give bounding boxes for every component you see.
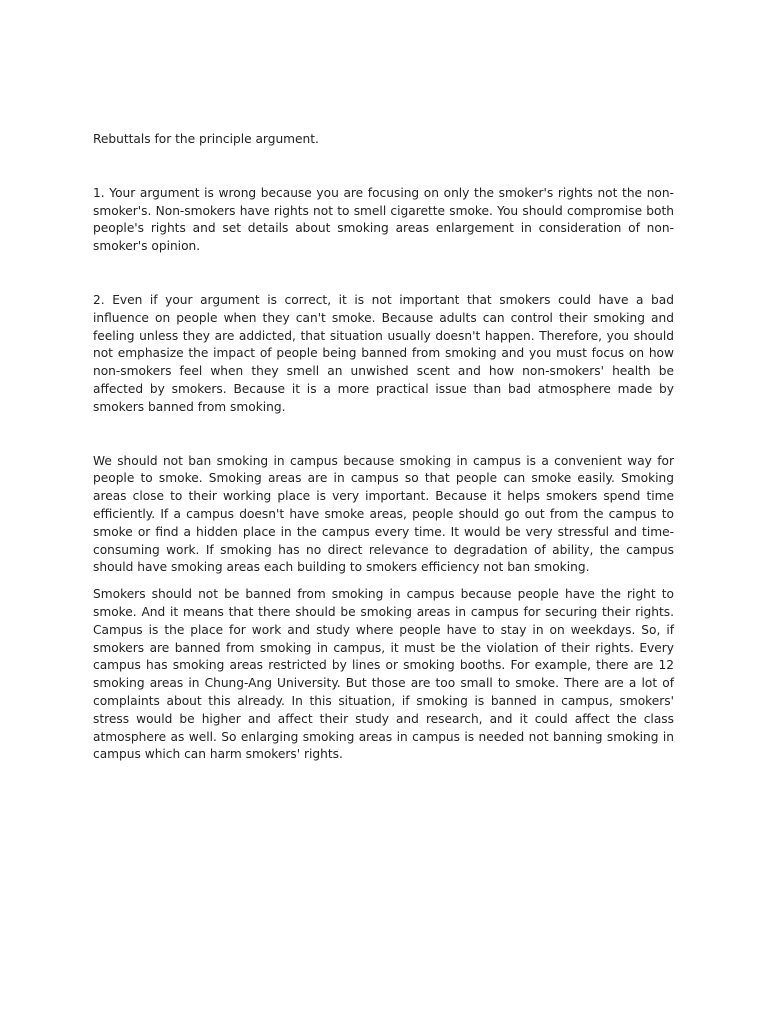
document-body	[93, 131, 674, 764]
rebuttal-paragraph-1: 1. Your argument is wrong because you are focusing on only the smoker's rights not the non-smoker's. Non-smokers have rights not to smell cigarette smoke. You should compromise both people's rights and set details about smoking areas enlargement in consideration of non-smoker's opinion.	[93, 185, 674, 254]
document-heading: Rebuttals for the principle argument.	[93, 132, 319, 146]
rebuttal-paragraph-2: 2. Even if your argument is correct, it is not important that smokers could have a bad influence on people when they can't smoke. Because adults can control their smoking and feeling unless they are addicted, that situation usually doesn't happen. Therefore, you should not emphasize the impact of people being banned from smoking and you must focus on how non-smokers feel when they smell an unwished scent and how non-smokers' health be affected by smokers. Because it is a more practical issue than bad atmosphere made by smokers banned from smoking.	[93, 292, 674, 414]
argument-paragraph-rights: Smokers should not be banned from smoking in campus because people have the right to smoke. And it means that there should be smoking areas in campus for securing their rights. Campus is the place for work and study where people have to stay in on weekdays. So, if smokers are banned from smoking in campus, it must be the violation of their rights. Every campus has smoking areas restricted by lines or smoking booths. For example, there are 12 smoking areas in Chung-Ang University. But those are too small to smoke. There are a lot of complaints about this already. In this situation, if smoking is banned in campus, smokers' stress would be higher and affect their study and research, and it could affect the class atmosphere as well. So enlarging smoking areas in campus is needed not banning smoking in campus which can harm smokers' rights.	[93, 587, 674, 762]
argument-paragraph-convenience: We should not ban smoking in campus because smoking in campus is a convenient way for people to smoke. Smoking areas are in campus so that people can smoke easily. Smoking areas close to their working place is very important. Because it helps smokers spend time efficiently. If a campus doesn't have smoke areas, people should go out from the campus to smoke or find a hidden place in the campus every time. It would be very stressful and time-consuming work. If smoking has no direct relevance to degradation of ability, the campus should have smoking areas each building to smokers efficiency not ban smoking.	[93, 453, 674, 575]
